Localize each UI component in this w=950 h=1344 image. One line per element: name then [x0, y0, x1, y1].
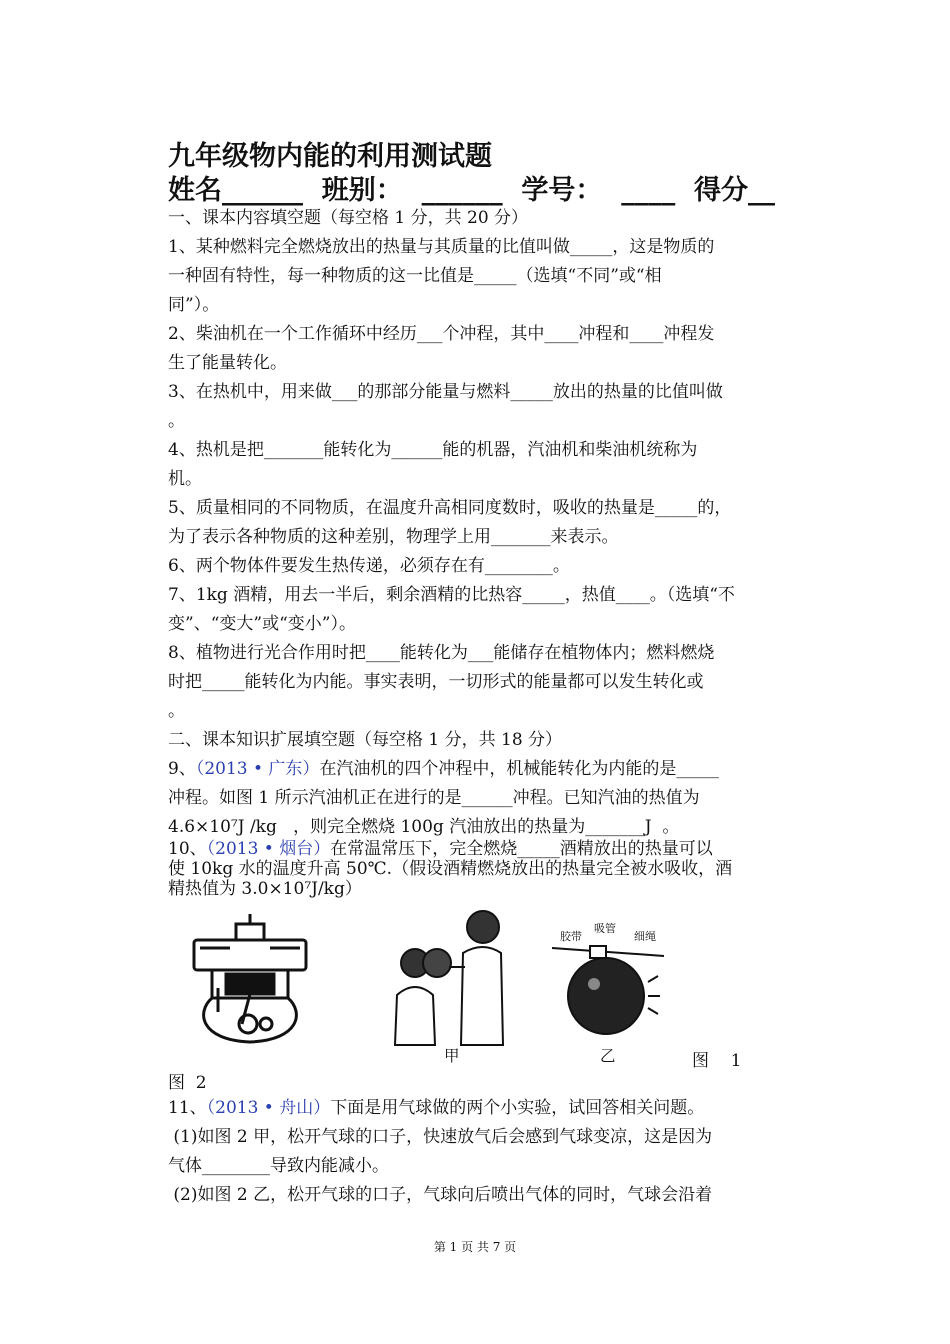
figure-label-jia: 甲 — [444, 1047, 460, 1065]
question-11-part-1-line-1: (1)如图 2 甲，松开气球的口子，快速放气后会感到气球变凉，这是因为 — [168, 1127, 713, 1147]
student-info-line: 姓名______ 班别： ______ 学号： ____ 得分__ — [168, 175, 775, 206]
question-10-source: （2013 • 烟台） — [206, 839, 331, 859]
question-10-number: 10、 — [168, 839, 207, 859]
question-11-number: 11、 — [168, 1098, 207, 1118]
engine-cylinder-figure — [190, 912, 310, 1047]
question-11-text: 下面是用气球做的两个小实验，试回答相关问题。 — [330, 1098, 705, 1118]
question-4-line-1: 4、热机是把_______能转化为______能的机器，汽油机和柴油机统称为 — [168, 440, 698, 460]
figure-label-xiguan: 吸管 — [594, 922, 616, 935]
question-1-line-2: 一种固有特性，每一种物质的这一比值是_____（选填“不同”或“相 — [168, 266, 662, 286]
section-heading-2: 二、课本知识扩展填空题（每空格 1 分，共 18 分） — [168, 730, 563, 750]
question-10-line-1 — [168, 838, 713, 860]
figure-1-caption: 图 1 — [692, 1051, 742, 1071]
question-8-line-2: 时把_____能转化为内能。事实表明，一切形式的能量都可以发生转化或 — [168, 672, 704, 692]
question-10-line-2: 使 10kg 水的温度升高 50℃.（假设酒精燃烧放出的热量完全被水吸收，酒 — [168, 859, 733, 879]
page-title: 九年级物内能的利用测试题 — [168, 141, 492, 172]
question-9-line-3: 4.6×10⁷J /kg ，则完全燃烧 100g 汽油放出的热量为_______J 。 — [168, 817, 680, 837]
figure-2-caption: 图 2 — [168, 1073, 207, 1093]
question-9-line-1 — [168, 758, 719, 780]
question-7-line-2: 变”、“变大”或“变小”）。 — [168, 614, 356, 634]
question-3-line-1: 3、在热机中，用来做___的那部分能量与燃料_____放出的热量的比值叫做 — [168, 382, 723, 402]
question-7-line-1: 7、1kg 酒精，用去一半后，剩余酒精的比热容_____，热值____。（选填“不 — [168, 585, 735, 605]
figure-label-xisheng: 细绳 — [634, 930, 656, 943]
figure-label-yi: 乙 — [600, 1047, 616, 1065]
question-1-line-3: 同”）。 — [168, 295, 220, 315]
section-heading-1: 一、课本内容填空题（每空格 1 分，共 20 分） — [168, 208, 529, 228]
question-8-line-3: 。 — [168, 701, 185, 721]
figure-label-jiaodai: 胶带 — [560, 930, 582, 943]
question-11-source: （2013 • 舟山） — [206, 1098, 331, 1118]
question-8-line-1: 8、植物进行光合作用时把____能转化为___能储存在植物体内；燃料燃烧 — [168, 643, 715, 663]
question-5-line-2: 为了表示各种物质的这种差别，物理学上用_______来表示。 — [168, 527, 619, 547]
question-9-text: 在汽油机的四个冲程中，机械能转化为内能的是_____ — [319, 759, 719, 779]
balloon-people-figure — [385, 905, 505, 1065]
page-footer: 第 1 页 共 7 页 — [433, 1240, 517, 1254]
question-10-line-3: 精热值为 3.0×10⁷J/kg） — [168, 879, 362, 899]
question-4-line-2: 机。 — [168, 469, 202, 489]
question-1-line-1: 1、某种燃料完全燃烧放出的热量与其质量的比值叫做_____，这是物质的 — [168, 237, 715, 257]
question-6: 6、两个物体件要发生热传递，必须存在有________。 — [168, 556, 570, 576]
question-9-line-2: 冲程。如图 1 所示汽油机正在进行的是______冲程。已知汽油的热值为 — [168, 788, 700, 808]
question-11-part-1-line-2: 气体________导致内能减小。 — [168, 1156, 389, 1176]
question-2-line-2: 生了能量转化。 — [168, 353, 287, 373]
question-9-number: 9、 — [168, 759, 196, 779]
question-3-line-2: 。 — [168, 411, 185, 431]
question-2-line-1: 2、柴油机在一个工作循环中经历___个冲程，其中____冲程和____冲程发 — [168, 324, 715, 344]
question-5-line-1: 5、质量相同的不同物质，在温度升高相同度数时，吸收的热量是_____的， — [168, 498, 732, 518]
question-10-text: 在常温常压下，完全燃烧_____酒精放出的热量可以 — [330, 839, 713, 859]
question-9-source: （2013 • 广东） — [195, 759, 320, 779]
question-11-line-1 — [168, 1097, 704, 1119]
question-11-part-2-line-1: (2)如图 2 乙，松开气球的口子，气球向后喷出气体的同时，气球会沿着 — [168, 1185, 713, 1205]
